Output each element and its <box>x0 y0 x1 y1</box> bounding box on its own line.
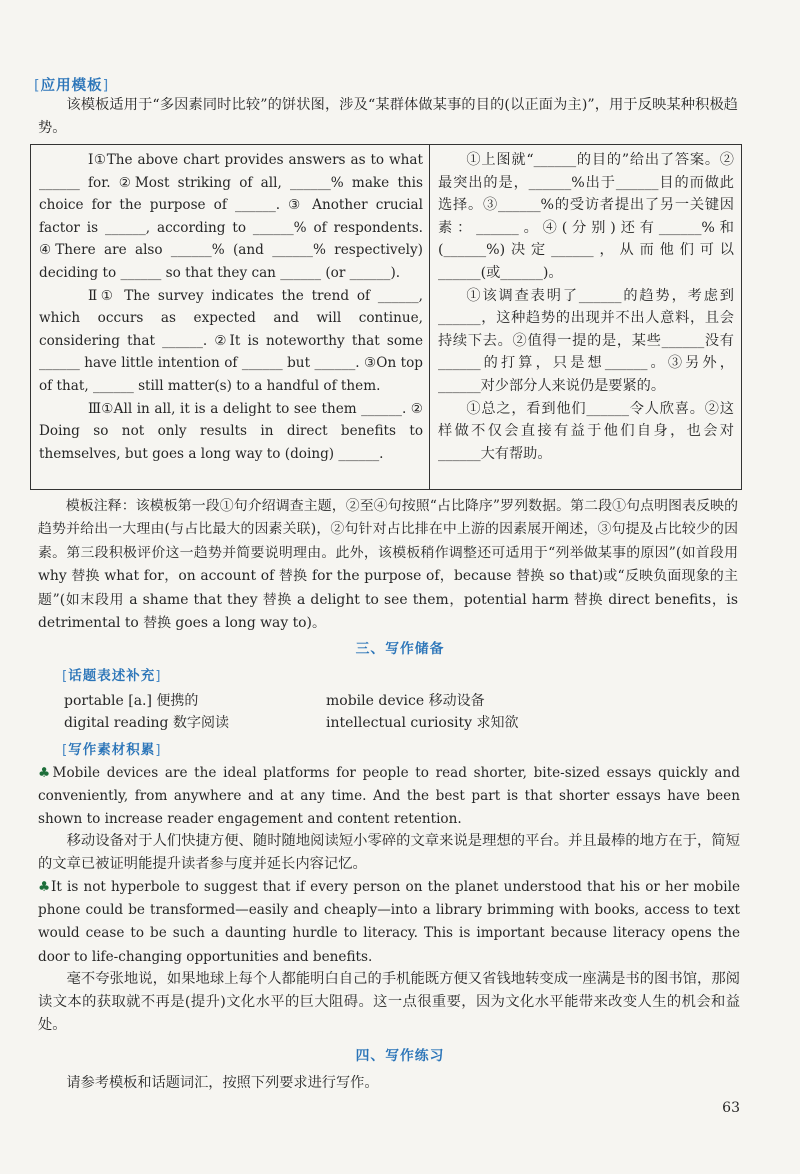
material-2-english: ♣It is not hyperbole to suggest that if every person on the planet understood that his or her mobile phone could be transformed—easily and cheaply—into a library brimming with books, access to text would cease to be such a daunting hurdle to literacy. This is important because literacy opens the door to life-changing opportunities and benefits. <box>38 879 740 965</box>
section4-heading: 四、写作练习 <box>355 1048 445 1064</box>
english-paragraph-3: Ⅲ①All in all, it is a delight to see them ______. ② Doing so not only results in direct benefits to themselves, but goes a long way to (doing) ______. <box>39 400 423 462</box>
chinese-paragraph-1: ①上图就“______的目的”给出了答案。②最突出的是，______%出于______目的而做此选择。③______%的受访者提出了另一关键因素：______。④(分别)还有______%和(______%)决定______，从而他们可以______(或______)。 <box>438 152 734 281</box>
template-note: 模板注释：该模板第一段①句介绍调查主题，②至④句按照“占比降序”罗列数据。第二段①句点明图表反映的趋势并给出一大理由(与占比最大的因素关联)，②句针对占比排在中上游的因素展开阐述，③句提及占比较少的因素。第三段积极评价这一趋势并简要说明理由。此外，该模板稍作调整还可适用于“列举做某事的原因”(如首段用 why 替换 what for，on account of 替换 for the purpose of，because 替换 so that)或“反映负面现象的主题”(如末段用 a shame that they 替换 a delight to see them，potential harm 替换 direct benefits，is detrimental to 替换 goes a long way to)。 <box>38 498 738 632</box>
material-1-english: ♣Mobile devices are the ideal platforms for people to read shorter, bite-sized essays quickly and conveniently, from anywhere and at any time. And the best part is that shorter essays have been shown to increase reader engagement and content retention. <box>38 765 740 828</box>
template-section-tag: [应用模板] <box>34 78 110 94</box>
material-1-chinese: 移动设备对于人们快捷方便、随时随地阅读短小零碎的文章来说是理想的平台。并且最棒的地方在于，简短的文章已被证明能提升读者参与度并延长内容记忆。 <box>38 833 740 872</box>
topic-tag: [话题表述补充] <box>62 668 162 684</box>
vocab-item-portable: portable [a.] 便携的 <box>64 693 199 709</box>
vocab-item-digital-reading: digital reading 数字阅读 <box>64 715 229 731</box>
vocab-item-intellectual-curiosity: intellectual curiosity 求知欲 <box>326 715 519 731</box>
english-paragraph-2: Ⅱ① The survey indicates the trend of ______, which occurs as expected and will continue, considering that ______. ②It is noteworthy that some ______ have little intention of ______ but ______. ③On top of that, ______ still matter(s) to a handful of them. <box>39 287 423 394</box>
vocab-item-mobile-device: mobile device 移动设备 <box>326 693 485 709</box>
section3-heading: 三、写作储备 <box>355 641 445 657</box>
writing-instruction: 请参考模板和话题词汇，按照下列要求进行写作。 <box>66 1075 379 1091</box>
english-paragraph-1: Ⅰ①The above chart provides answers as to what ______ for. ②Most striking of all, ______% make this choice for the purpose of ______. ③ Another crucial factor is ______, according to ______% of respondents. ④There are also ______% (and ______% respectively) deciding to ______ so that they can ______ (or ______). <box>39 152 423 281</box>
club-icon: ♣ <box>38 879 52 895</box>
chinese-paragraph-3: ①总之，看到他们______令人欣喜。②这样做不仅会直接有益于他们自身，也会对______大有帮助。 <box>438 400 734 462</box>
english-template-column <box>39 149 423 465</box>
template-intro: 该模板适用于“多因素同时比较”的饼状图，涉及“某群体做某事的目的(以正面为主)”，用于反映某种积极趋势。 <box>38 97 738 137</box>
template-table <box>30 144 742 490</box>
chinese-template-column <box>438 149 734 465</box>
material-2-chinese: 毫不夸张地说，如果地球上每个人都能明白自己的手机能既方便又省钱地转变成一座满是书的图书馆，那阅读文本的获取就不再是(提升)文化水平的巨大阻碍。这一点很重要，因为文化水平能带来改变人生的机会和益处。 <box>38 971 740 1033</box>
club-icon: ♣ <box>38 765 53 781</box>
chinese-paragraph-2: ①该调查表明了______的趋势，考虑到______，这种趋势的出现并不出人意料，且会持续下去。②值得一提的是，某些______没有______的打算，只是想______。③另外，______对少部分人来说仍是要紧的。 <box>438 287 734 394</box>
material-tag: [写作素材积累] <box>62 742 162 758</box>
table-divider <box>429 145 430 489</box>
page-number: 63 <box>722 1100 740 1116</box>
